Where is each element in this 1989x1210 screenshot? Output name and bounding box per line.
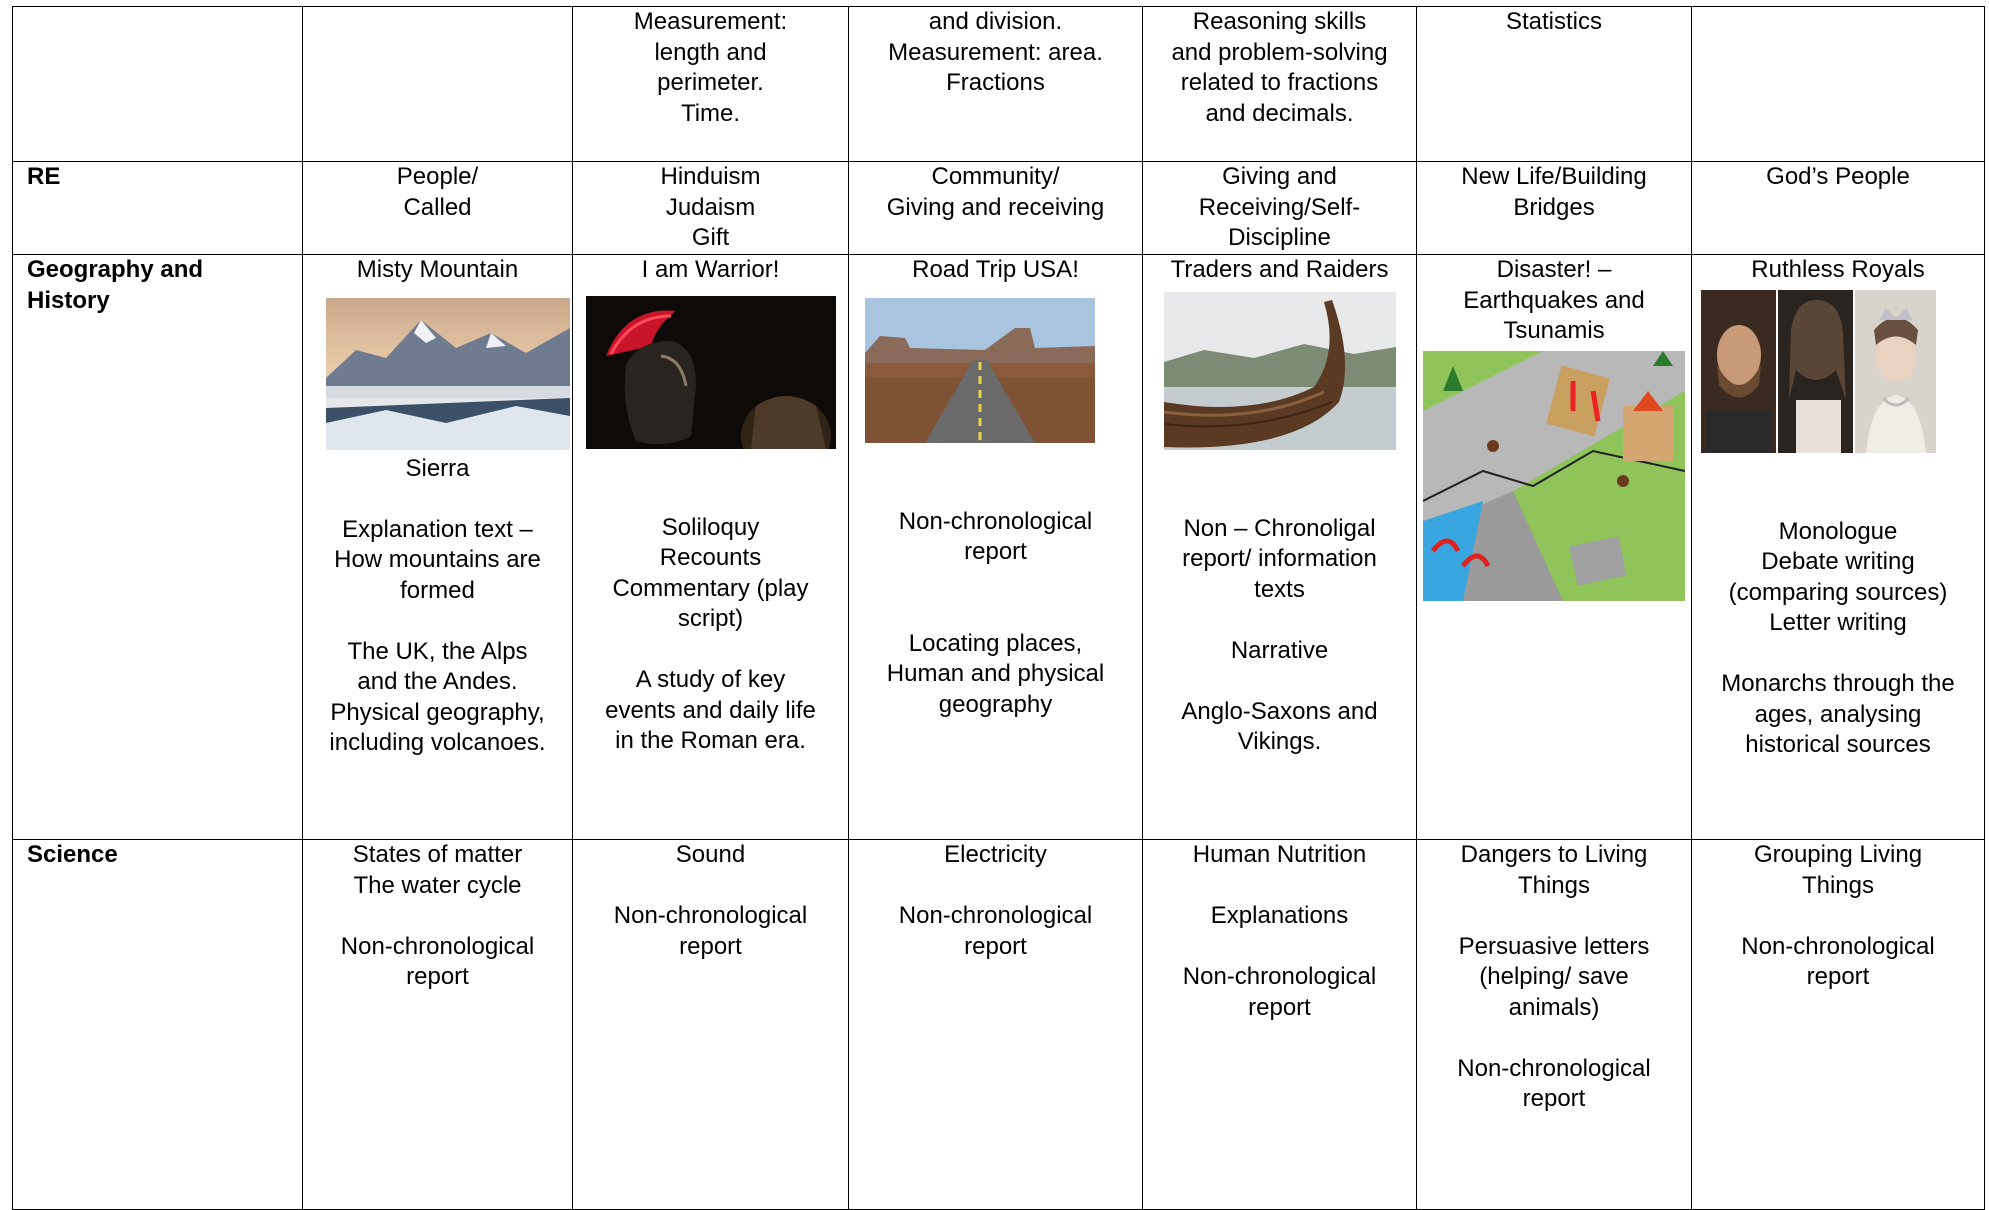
cell-text-line: Non-chronological bbox=[1457, 1054, 1651, 1082]
science-cell-5 bbox=[1417, 840, 1692, 1210]
cell-text-line: How mountains are bbox=[334, 546, 541, 573]
cell-text-line: Giving and receiving bbox=[886, 193, 1105, 221]
topic-details bbox=[303, 515, 572, 759]
cell-text-line: Physical geography, bbox=[330, 698, 545, 726]
cell-text-line: Community/ bbox=[931, 163, 1060, 190]
topic-details bbox=[1143, 514, 1416, 758]
cell-text-line bbox=[1417, 901, 1691, 932]
cell-text-line bbox=[1143, 666, 1416, 697]
cell-text-line: The water cycle bbox=[353, 871, 522, 899]
cell-text-line: report bbox=[964, 538, 1027, 565]
cell-text-line: Giving and bbox=[1222, 163, 1337, 190]
cell-text-line: People/ bbox=[396, 163, 479, 190]
cell-text-line: historical sources bbox=[1745, 731, 1931, 758]
topic-title: I am Warrior! bbox=[641, 256, 780, 283]
topic-title: Ruthless Royals bbox=[1751, 256, 1925, 283]
cell-text-line: report bbox=[964, 932, 1027, 960]
geo-cell-ruthless-royals bbox=[1692, 255, 1985, 840]
re-cell-3 bbox=[849, 162, 1143, 255]
cell-text-line: report bbox=[1806, 963, 1870, 990]
cell-text-line: Explanations bbox=[1210, 902, 1349, 929]
topic-title: Traders and Raiders bbox=[1170, 256, 1389, 283]
science-cell-1 bbox=[303, 840, 573, 1210]
topic-title: Road Trip USA! bbox=[912, 256, 1079, 283]
cell-text-line: Non-chronological bbox=[1741, 932, 1935, 960]
cell-text-line: Letter writing bbox=[1769, 609, 1907, 636]
topic-details bbox=[849, 507, 1142, 721]
cell-text-line: and problem-solving bbox=[1171, 38, 1388, 66]
cell-text-line: including volcanoes. bbox=[329, 729, 546, 756]
cell-text-line: Electricity bbox=[944, 841, 1047, 868]
cell-text-line bbox=[1143, 605, 1416, 636]
cell-text-line: New Life/Building bbox=[1461, 163, 1647, 190]
cell-text-line: Non-chronological bbox=[898, 902, 1093, 929]
cell-text-line: texts bbox=[1254, 575, 1305, 603]
cell-text-line bbox=[573, 871, 848, 902]
geo-cell-traders-and-raiders bbox=[1143, 255, 1417, 840]
geo-cell-disaster bbox=[1417, 255, 1692, 840]
cell-text-line: Things bbox=[1801, 871, 1875, 899]
cell-text-line bbox=[849, 568, 1142, 599]
topic-details bbox=[573, 513, 848, 757]
desert-road-image bbox=[865, 298, 1095, 443]
cell-text-line: Monarchs through the bbox=[1721, 670, 1955, 697]
cell-text-line: States of matter bbox=[352, 841, 523, 868]
re-cell-6 bbox=[1692, 162, 1985, 255]
cell-text-line: Human and physical bbox=[886, 660, 1105, 687]
cell-text-line bbox=[1143, 932, 1416, 963]
cell-text-line: Statistics bbox=[1505, 8, 1603, 35]
topic-title: Tsunamis bbox=[1503, 317, 1605, 344]
curriculum-table bbox=[12, 6, 1985, 1210]
cell-text-line: Explanation text – bbox=[342, 515, 533, 543]
cell-text-line: script) bbox=[677, 605, 744, 632]
geo-cell-i-am-warrior bbox=[573, 255, 849, 840]
misty-mountain-image bbox=[326, 298, 570, 450]
cell-text-line: Soliloquy bbox=[661, 513, 760, 541]
maths-cell-4 bbox=[1143, 7, 1417, 162]
cell-text-line: Gift bbox=[691, 224, 730, 251]
cell-text-line: Recounts bbox=[659, 544, 762, 571]
cell-text-line: Non-chronological bbox=[898, 507, 1093, 535]
science-row-label: Science bbox=[13, 840, 303, 1210]
cell-text-line: and division. bbox=[928, 8, 1063, 35]
re-row bbox=[13, 162, 1985, 255]
cell-text-line bbox=[1692, 639, 1984, 670]
roman-warrior-image bbox=[586, 296, 836, 449]
cell-text-line bbox=[1692, 901, 1984, 932]
cell-text-line: Human Nutrition bbox=[1192, 841, 1367, 868]
topic-details bbox=[1692, 517, 1984, 761]
cell-text-line: Receiving/Self- bbox=[1198, 193, 1361, 221]
cell-text-line: Reasoning skills bbox=[1192, 8, 1367, 35]
cell-text-line: in the Roman era. bbox=[615, 727, 806, 754]
cell-text-line: The UK, the Alps bbox=[347, 637, 528, 665]
cell-text-line: report bbox=[1248, 993, 1311, 1021]
earthquake-illustration-image bbox=[1423, 351, 1685, 601]
topic-title: Disaster! – bbox=[1496, 256, 1612, 283]
cell-text-line: report bbox=[679, 932, 742, 960]
re-cell-5 bbox=[1417, 162, 1692, 255]
maths-cell-2 bbox=[573, 7, 849, 162]
science-cell-3 bbox=[849, 840, 1143, 1210]
cell-text-line: Anglo-Saxons and bbox=[1181, 697, 1378, 725]
topic-title: Misty Mountain bbox=[356, 256, 519, 283]
cell-text-line: Locating places, bbox=[908, 629, 1083, 657]
cell-text-line: Measurement: area. bbox=[888, 38, 1103, 66]
cell-text-line bbox=[849, 871, 1142, 902]
re-row-label: RE bbox=[13, 162, 303, 255]
cell-text-line: Hinduism bbox=[660, 163, 761, 190]
cell-text-line: Non-chronological bbox=[613, 902, 808, 929]
cell-text-line bbox=[849, 598, 1142, 629]
cell-text-line: Sound bbox=[675, 841, 746, 868]
science-cell-4 bbox=[1143, 840, 1417, 1210]
cell-text-line: (comparing sources) bbox=[1728, 578, 1948, 606]
cell-text-line: geography bbox=[938, 690, 1053, 718]
re-cell-2 bbox=[573, 162, 849, 255]
re-cell-1 bbox=[303, 162, 573, 255]
cell-text-line: report bbox=[406, 963, 469, 990]
geography-history-row-label: Geography and History bbox=[13, 255, 303, 840]
cell-text-line: God’s People bbox=[1766, 163, 1910, 190]
cell-text-line: Dangers to Living bbox=[1460, 841, 1648, 868]
viking-ship-image bbox=[1164, 292, 1396, 450]
cell-text-line: perimeter. bbox=[657, 69, 764, 96]
cell-text-line: length and bbox=[654, 38, 767, 66]
cell-text-line: report/ information bbox=[1182, 545, 1377, 572]
cell-text-line: Bridges bbox=[1513, 193, 1595, 221]
cell-text-line: Debate writing bbox=[1761, 548, 1915, 575]
maths-cell-3 bbox=[849, 7, 1143, 162]
geography-history-row bbox=[13, 255, 1985, 840]
cell-text-line: animals) bbox=[1508, 993, 1600, 1021]
cell-text-line bbox=[303, 901, 572, 932]
cell-text-line: Judaism bbox=[665, 193, 756, 221]
cell-text-line: Fractions bbox=[946, 69, 1045, 96]
cell-text-line: Vikings. bbox=[1237, 728, 1322, 755]
cell-text-line: Called bbox=[403, 193, 472, 221]
cell-text-line: Measurement: bbox=[633, 8, 788, 35]
cell-text-line: Things bbox=[1517, 871, 1591, 899]
cell-text-line: Non – Chronoligal bbox=[1183, 514, 1376, 542]
cell-text-line: formed bbox=[400, 576, 475, 604]
maths-cell-5 bbox=[1417, 7, 1692, 162]
cell-text-line: Discipline bbox=[1228, 224, 1331, 251]
cell-text-line: A study of key bbox=[635, 666, 786, 693]
maths-row bbox=[13, 7, 1985, 162]
re-cell-4 bbox=[1143, 162, 1417, 255]
cell-text-line: Persuasive letters bbox=[1458, 932, 1650, 960]
cell-text-line bbox=[303, 606, 572, 637]
cell-text-line: Commentary (play bbox=[612, 574, 809, 602]
maths-row-label bbox=[13, 7, 303, 162]
cell-text-line: Monologue bbox=[1778, 517, 1898, 545]
geo-cell-misty-mountain bbox=[303, 255, 573, 840]
topic-title: Earthquakes and bbox=[1463, 286, 1645, 314]
cell-text-line: related to fractions bbox=[1180, 69, 1379, 96]
topic-subtitle: Sierra bbox=[405, 454, 470, 482]
maths-cell-1 bbox=[303, 7, 573, 162]
cell-text-line: and the Andes. bbox=[357, 668, 518, 695]
cell-text-line: Time. bbox=[680, 99, 741, 127]
cell-text-line: Narrative bbox=[1230, 636, 1329, 664]
geo-cell-road-trip-usa bbox=[849, 255, 1143, 840]
science-row bbox=[13, 840, 1985, 1210]
science-cell-2 bbox=[573, 840, 849, 1210]
cell-text-line: Non-chronological bbox=[340, 932, 535, 960]
science-cell-6 bbox=[1692, 840, 1985, 1210]
maths-cell-6 bbox=[1692, 7, 1985, 162]
cell-text-line: and decimals. bbox=[1205, 99, 1354, 127]
cell-text-line: Grouping Living bbox=[1753, 841, 1923, 868]
cell-text-line bbox=[573, 635, 848, 666]
cell-text-line: ages, analysing bbox=[1754, 700, 1922, 728]
cell-text-line bbox=[1143, 871, 1416, 902]
cell-text-line: (helping/ save bbox=[1479, 963, 1629, 990]
cell-text-line bbox=[1417, 1023, 1691, 1054]
royal-portraits-image bbox=[1701, 290, 1936, 453]
cell-text-line: events and daily life bbox=[605, 696, 816, 724]
cell-text-line: report bbox=[1522, 1085, 1586, 1112]
cell-text-line: Non-chronological bbox=[1182, 963, 1377, 990]
